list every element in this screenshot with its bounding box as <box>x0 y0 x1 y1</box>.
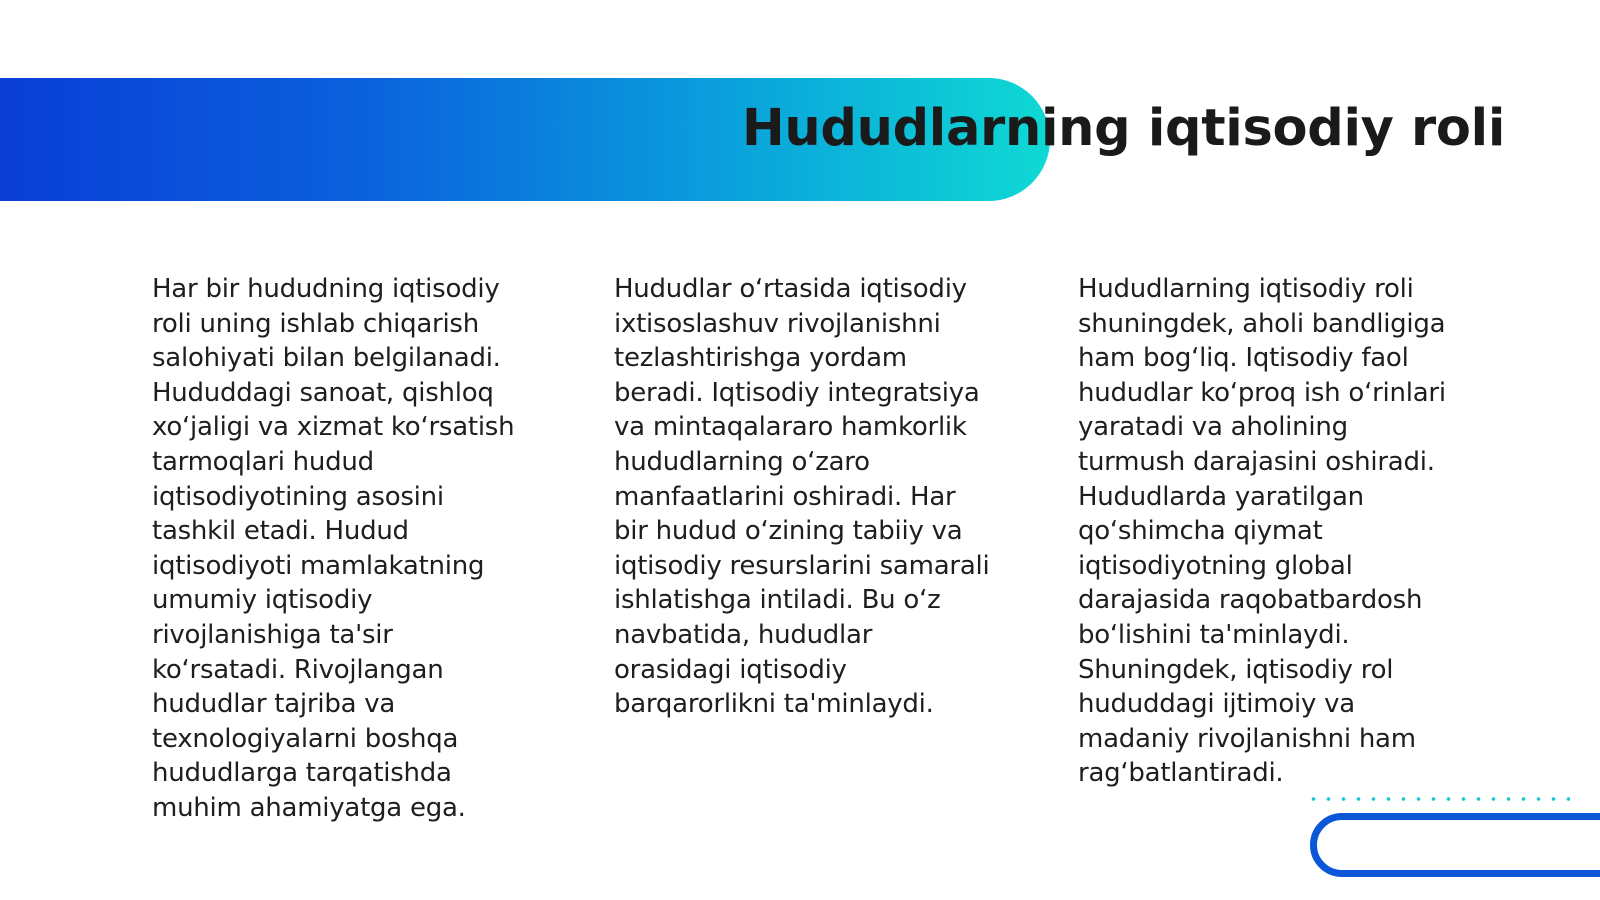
text-column-3: Hududlarning iqtisodiy roli shuningdek, aholi bandligiga ham bog‘liq. Iqtisodiy faol hududlar ko‘proq ish o‘rinlari yaratadi va aholining turmush darajasini oshiradi. Hududlarda yaratilgan qo‘shimcha qiymat iqtisodiyotning global darajasida raqobatbardosh bo‘lishini ta'minlaydi. Shuningdek, iqtisodiy rol hududdagi ijtimoiy va madaniy rivojlanishni ham rag‘batlantiradi. <box>1078 274 1446 789</box>
decorative-dotted-line <box>1306 797 1570 801</box>
text-column-1: Har bir hududning iqtisodiy roli uning ishlab chiqarish salohiyati bilan belgilanadi. Hududdagi sanoat, qishloq xo‘jaligi va xizmat ko‘rsatish tarmoqlari hudud iqtisodiyotining asosini tashkil etadi. Hudud iqtisodiyoti mamlakatning umumiy iqtisodiy rivojlanishiga ta'sir ko‘rsatadi. Rivojlangan hududlar tajriba va texnologiyalarni boshqa hududlarga tarqatishda muhim ahamiyatga ega. <box>152 274 515 823</box>
text-column-2: Hududlar o‘rtasida iqtisodiy ixtisoslashuv rivojlanishni tezlashtirishga yordam beradi. Iqtisodiy integratsiya va mintaqalararo hamkorlik hududlarning o‘zaro manfaatlarini oshiradi. Har bir hudud o‘zining tabiiy va iqtisodiy resurslarini samarali ishlatishga intiladi. Bu o‘z navbatida, hududlar orasidagi iqtisodiy barqarorlikni ta'minlaydi. <box>614 274 990 720</box>
decorative-outline-pill <box>1310 813 1600 877</box>
slide-title: Hududlarning iqtisodiy roli <box>742 99 1506 158</box>
